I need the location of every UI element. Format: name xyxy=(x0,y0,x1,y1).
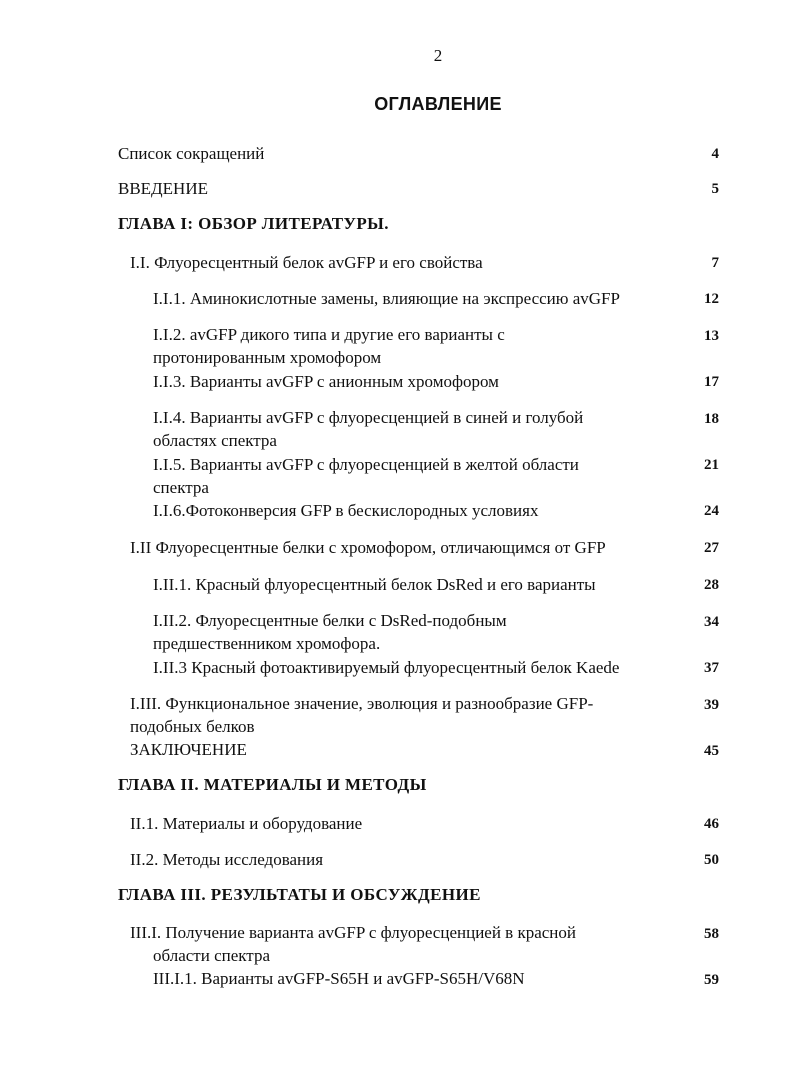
toc-entry-subsection[interactable]: I.I.2. avGFP дикого типа и другие его варианты с xyxy=(153,325,505,344)
toc-page-number: 5 xyxy=(711,181,719,197)
toc-entry-subsection[interactable]: I.II.1. Красный флуоресцентный белок DsRed и его варианты xyxy=(153,575,596,594)
toc-entry-subsection[interactable]: III.I.1. Варианты avGFP-S65H и avGFP-S65H/V68N xyxy=(153,969,525,988)
toc-page-number: 39 xyxy=(704,697,719,713)
toc-entry-subsection[interactable]: I.I.5. Варианты avGFP с флуоресценцией в желтой области xyxy=(153,455,579,474)
toc-entry-section[interactable]: I.II Флуоресцентные белки с хромофором, отличающимся от GFP xyxy=(130,538,606,557)
toc-page-number: 50 xyxy=(704,852,719,868)
toc-page-number: 34 xyxy=(704,614,719,630)
toc-entry-conclusion[interactable]: ЗАКЛЮЧЕНИЕ xyxy=(130,740,247,759)
toc-entry-section[interactable]: I.I. Флуоресцентный белок avGFP и его свойства xyxy=(130,253,483,272)
page-number: 2 xyxy=(433,46,443,65)
toc-page-number: 17 xyxy=(704,374,719,390)
toc-entry-subsection[interactable]: I.I.3. Варианты avGFP с анионным хромофором xyxy=(153,372,499,391)
toc-entry-subsection[interactable]: I.II.2. Флуоресцентные белки с DsRed-подобным xyxy=(153,611,507,630)
toc-chapter-3[interactable]: ГЛАВА III. РЕЗУЛЬТАТЫ И ОБСУЖДЕНИЕ xyxy=(118,885,481,904)
toc-page-number: 4 xyxy=(711,146,719,162)
toc-page-number: 13 xyxy=(704,328,719,344)
toc-entry-continuation: предшественником хромофора. xyxy=(153,634,381,653)
toc-entry-introduction[interactable]: ВВЕДЕНИЕ xyxy=(118,179,208,198)
toc-entry-continuation: протонированным хромофором xyxy=(153,348,382,367)
toc-page-number: 58 xyxy=(704,926,719,942)
toc-page-number: 7 xyxy=(711,255,719,271)
toc-page-number: 27 xyxy=(704,540,719,556)
toc-page-number: 18 xyxy=(704,411,719,427)
toc-entry-subsection[interactable]: I.I.4. Варианты avGFP с флуоресценцией в синей и голубой xyxy=(153,408,584,427)
toc-entry-abbreviations[interactable]: Список сокращений xyxy=(118,144,265,163)
page-title: ОГЛАВЛЕНИЕ xyxy=(374,94,502,114)
toc-entry-section[interactable]: I.III. Функциональное значение, эволюция и разнообразие GFP- xyxy=(130,694,594,713)
toc-page-number: 45 xyxy=(704,743,719,759)
toc-entry-subsection[interactable]: I.II.3 Красный фотоактивируемый флуоресцентный белок Kaede xyxy=(153,658,620,677)
toc-entry-section[interactable]: III.I. Получение варианта avGFP с флуоресценцией в красной xyxy=(130,923,577,942)
toc-entry-subsection[interactable]: I.I.1. Аминокислотные замены, влияющие на экспрессию avGFP xyxy=(153,289,620,308)
toc-chapter-1[interactable]: ГЛАВА I: ОБЗОР ЛИТЕРАТУРЫ. xyxy=(118,214,389,233)
toc-page-number: 28 xyxy=(704,577,719,593)
toc-entry-continuation: области спектра xyxy=(153,946,270,965)
toc-page-number: 59 xyxy=(704,972,719,988)
toc-entry-section[interactable]: II.2. Методы исследования xyxy=(130,850,324,869)
toc-page-number: 12 xyxy=(704,291,719,307)
toc-page-number: 46 xyxy=(704,816,719,832)
toc-entry-subsection[interactable]: I.I.6.Фотоконверсия GFP в бескислородных условиях xyxy=(153,501,539,520)
toc-page-number: 24 xyxy=(704,503,719,519)
toc-entry-continuation: подобных белков xyxy=(130,717,255,736)
toc-entry-section[interactable]: II.1. Материалы и оборудование xyxy=(130,814,363,833)
toc-chapter-2[interactable]: ГЛАВА II. МАТЕРИАЛЫ И МЕТОДЫ xyxy=(118,775,427,794)
toc-entry-continuation: областях спектра xyxy=(153,431,277,450)
toc-page-number: 21 xyxy=(704,457,719,473)
toc-entry-continuation: спектра xyxy=(153,478,209,497)
toc-page-number: 37 xyxy=(704,660,719,676)
